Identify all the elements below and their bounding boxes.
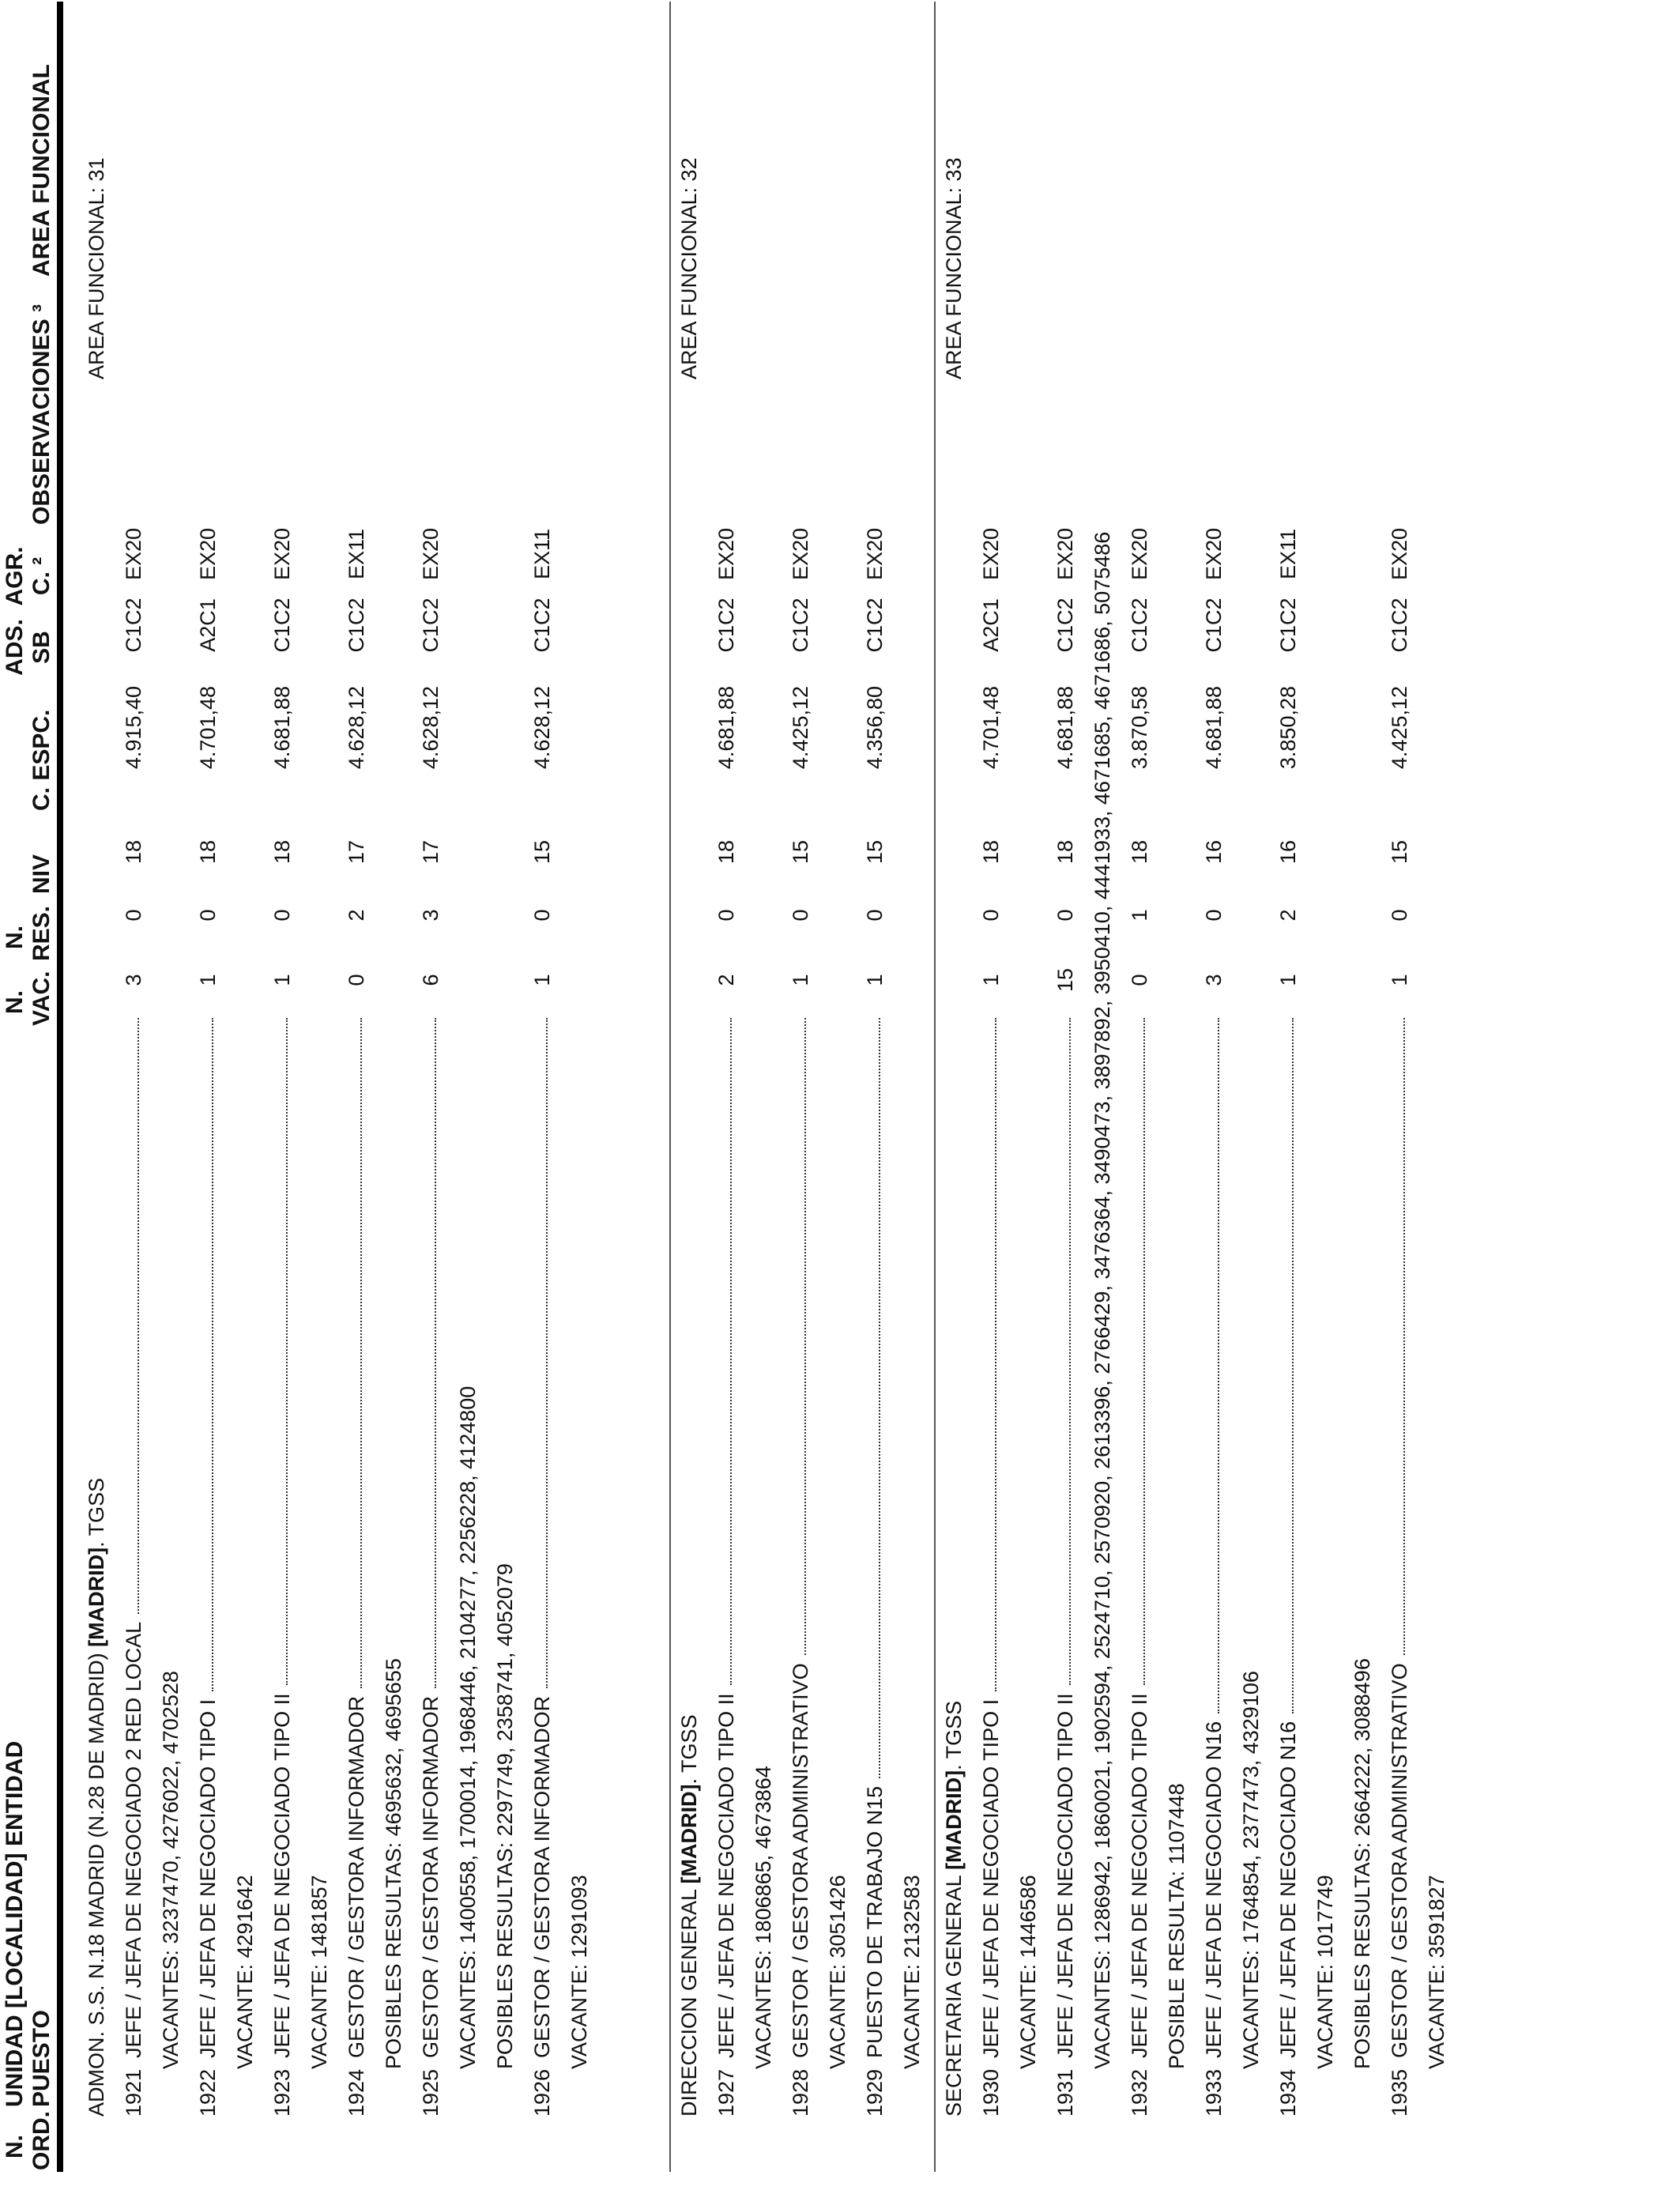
leader-dots [1292,1018,1294,1713]
header-niv: NIV [28,854,55,895]
leader-dots [804,1018,806,1655]
position-row [1198,6,1230,2172]
unit-entity: . TGSS [942,1700,966,1770]
row-order-number: 1924 [345,2068,368,2117]
row-order-number: 1934 [1276,2068,1300,2117]
row-n-vac: 15 [1053,967,1077,993]
leader-dots [286,1018,288,1685]
position-row [859,6,891,2172]
row-note: VACANTES: 1764854, 2377473, 4329106 [1239,1671,1263,2069]
row-n-vac: 1 [530,974,554,986]
row-note: VACANTE: 2132583 [900,1875,924,2069]
row-n-res: 0 [714,909,738,922]
leader-dots [435,1018,436,1688]
position-row [341,6,372,2172]
row-n-res: 3 [419,909,443,922]
row-agr-c: EX20 [1202,527,1226,581]
header-n-res: N. RES. [2,905,55,961]
row-n-res: 0 [196,909,220,922]
row-agr-c: EX20 [714,527,738,581]
row-niv: 16 [1202,839,1226,865]
row-note: VACANTES: 1286942, 1860021, 1902594, 2524710, 2570920, 2613396, 2766429, 3476364, 3490473, 3897892, 3950410, 4441933, 4671685, 4671686, 5075486 [1090,531,1114,2069]
row-order-number: 1921 [122,2068,145,2117]
row-n-vac: 1 [789,974,812,986]
position-row [526,6,558,2172]
row-agr-c: EX20 [789,527,812,581]
position-row [785,6,816,2172]
header-area-funcional: AREA FUNCIONAL [28,64,55,277]
row-niv: 15 [530,839,554,865]
row-n-res: 0 [1388,909,1411,922]
leader-dots [1069,1018,1071,1685]
header-agr-c: AGR. C. ² [2,546,55,606]
row-note: VACANTE: 1291093 [567,1875,591,2069]
row-ads-sb: C1C2 [419,598,443,653]
row-ads-sb: C1C2 [1388,598,1411,653]
row-n-res: 0 [122,909,145,922]
row-puesto: GESTOR / GESTORA ADMINISTRATIVO [1388,1663,1411,2058]
row-n-vac: 6 [419,974,443,986]
header-observaciones: OBSERVACIONES ³ [28,304,55,525]
row-agr-c: EX11 [530,528,554,580]
row-niv: 18 [714,839,738,865]
row-ads-sb: C1C2 [345,598,368,653]
row-note: POSIBLE RESULTA: 1107448 [1165,1783,1188,2069]
position-row [266,6,298,2172]
row-niv: 16 [1276,839,1300,865]
row-note: VACANTE: 3051426 [826,1875,849,2069]
row-order-number: 1922 [196,2068,220,2117]
row-niv: 18 [122,839,145,865]
unit-entity: . TGSS [85,1477,108,1547]
row-note: VACANTE: 1481857 [307,1875,331,2069]
row-n-vac: 3 [1202,974,1226,986]
header-c-espc: C. ESPC. [28,709,55,811]
unit-title [938,1701,970,2117]
row-c-espc: 4.681,88 [1202,686,1226,770]
row-note: VACANTE: 4291642 [233,1875,257,2069]
row-note: VACANTE: 1017749 [1313,1875,1337,2069]
row-n-vac: 0 [345,974,368,986]
row-agr-c: EX20 [196,527,220,581]
row-ads-sb: C1C2 [530,598,554,653]
row-c-espc: 3.850,28 [1276,686,1300,770]
unit-entity: . TGSS [677,1714,701,1785]
row-niv: 18 [270,839,294,865]
row-c-espc: 4.425,12 [789,686,812,770]
row-n-res: 0 [979,909,1003,922]
row-niv: 18 [1053,839,1077,865]
row-agr-c: EX20 [1053,527,1077,581]
unit-title [81,1478,112,2117]
row-n-res: 2 [1276,909,1300,922]
position-row [415,6,446,2172]
row-puesto: GESTOR / GESTORA ADMINISTRATIVO [789,1663,812,2058]
row-niv: 15 [1388,839,1411,865]
row-order-number: 1930 [979,2068,1003,2117]
row-order-number: 1923 [270,2068,294,2117]
row-ads-sb: C1C2 [1128,598,1151,653]
row-puesto: JEFE / JEFA DE NEGOCIADO TIPO II [1128,1693,1151,2058]
row-niv: 17 [345,839,368,865]
row-c-espc: 4.701,48 [196,686,220,770]
row-ads-sb: C1C2 [1276,598,1300,653]
row-puesto: JEFE / JEFA DE NEGOCIADO TIPO II [714,1693,738,2058]
row-n-vac: 1 [979,974,1003,986]
row-order-number: 1925 [419,2068,443,2117]
row-agr-c: EX11 [345,528,368,580]
row-order-number: 1926 [530,2068,554,2117]
leader-dots [360,1018,362,1688]
leader-dots [1218,1018,1219,1713]
row-note: VACANTES: 1400558, 1700014, 1968446, 2104277, 2256228, 4124800 [456,1385,480,2069]
header-n-vac: N. VAC. [2,971,55,1026]
row-ads-sb: C1C2 [270,598,294,653]
unit-location: [MADRID] [677,1784,701,1884]
leader-dots [995,1018,996,1691]
unit-name: DIRECCION GENERAL [677,1883,701,2117]
row-c-espc: 4.628,12 [419,686,443,770]
row-order-number: 1927 [714,2068,738,2117]
row-puesto: JEFE / JEFA DE NEGOCIADO 2 RED LOCAL [122,1621,145,2058]
row-puesto: JEFE / JEFA DE NEGOCIADO TIPO I [196,1698,220,2058]
position-row [710,6,742,2172]
unit-location: [MADRID] [85,1547,108,1647]
row-niv: 15 [863,839,887,865]
row-agr-c: EX20 [1388,527,1411,581]
row-c-espc: 4.628,12 [345,686,368,770]
row-ads-sb: A2C1 [196,598,220,652]
row-agr-c: EX20 [1128,527,1151,581]
header-n-ord: N. ORD. [2,2111,55,2170]
row-n-vac: 1 [270,974,294,986]
leader-dots [1403,1018,1405,1655]
row-note: VACANTE: 3591827 [1425,1875,1448,2069]
row-ads-sb: C1C2 [1202,598,1226,653]
row-ads-sb: C1C2 [122,598,145,653]
row-note: POSIBLES RESULTAS: 4695632, 4695655 [382,1658,405,2069]
row-puesto: GESTOR / GESTORA INFORMADOR [530,1695,554,2058]
row-c-espc: 3.870,58 [1128,686,1151,770]
row-agr-c: EX20 [122,527,145,581]
row-ads-sb: C1C2 [789,598,812,653]
row-note: POSIBLES RESULTAS: 2664222, 3088496 [1350,1658,1374,2069]
row-n-vac: 1 [863,974,887,986]
row-n-vac: 1 [1276,974,1300,986]
leader-dots [1143,1018,1145,1685]
row-agr-c: EX20 [270,527,294,581]
row-n-vac: 1 [196,974,220,986]
row-niv: 18 [979,839,1003,865]
row-agr-c: EX20 [419,527,443,581]
row-order-number: 1929 [863,2068,887,2117]
position-row [1384,6,1415,2172]
area-funcional-value: AREA FUNCIONAL: 31 [85,157,108,379]
row-ads-sb: A2C1 [979,598,1003,652]
row-puesto: JEFE / JEFA DE NEGOCIADO N16 [1276,1721,1300,2058]
unit-location: [MADRID] [942,1770,966,1870]
row-niv: 15 [789,839,812,865]
row-order-number: 1933 [1202,2068,1226,2117]
row-c-espc: 4.701,48 [979,686,1003,770]
leader-dots [730,1018,732,1685]
row-c-espc: 4.356,80 [863,686,887,770]
row-note: VACANTE: 1446586 [1016,1875,1040,2069]
position-row [118,6,149,2172]
row-puesto: GESTOR / GESTORA INFORMADOR [345,1695,368,2058]
position-row [1049,6,1081,2172]
row-c-espc: 4.628,12 [530,686,554,770]
leader-dots [212,1018,213,1691]
leader-dots [137,1018,139,1614]
row-n-res: 0 [1053,909,1077,922]
row-n-res: 0 [530,909,554,922]
row-n-res: 1 [1128,909,1151,922]
row-note: VACANTES: 3237470, 4276022, 4702528 [159,1671,183,2069]
row-niv: 18 [1128,839,1151,865]
row-n-res: 2 [345,909,368,922]
unit-title [673,1714,705,2117]
row-puesto: GESTOR / GESTORA INFORMADOR [419,1695,443,2058]
position-row [192,6,224,2172]
row-note: VACANTES: 1806865, 4673864 [751,1766,775,2069]
row-puesto: PUESTO DE TRABAJO N15 [863,1785,887,2058]
row-ads-sb: C1C2 [714,598,738,653]
row-c-espc: 4.681,88 [270,686,294,770]
row-niv: 17 [419,839,443,865]
row-order-number: 1928 [789,2068,812,2117]
row-order-number: 1931 [1053,2068,1077,2117]
position-row [975,6,1007,2172]
header-unidad-puesto: UNIDAD [LOCALIDAD] ENTIDAD PUESTO [2,1740,55,2107]
section-divider [934,2,936,2172]
leader-dots [546,1018,548,1688]
section-divider [669,2,671,2172]
position-row [1124,6,1155,2172]
unit-name: SECRETARIA GENERAL [942,1869,966,2117]
row-c-espc: 4.425,12 [1388,686,1411,770]
row-n-vac: 2 [714,974,738,986]
row-n-res: 0 [789,909,812,922]
leader-dots [879,1018,880,1778]
row-puesto: JEFE / JEFA DE NEGOCIADO TIPO II [1053,1693,1077,2058]
row-n-vac: 3 [122,974,145,986]
row-agr-c: EX11 [1276,528,1300,580]
row-note: POSIBLES RESULTAS: 2297749, 2358741, 4052079 [493,1563,517,2069]
row-n-vac: 1 [1388,974,1411,986]
row-niv: 18 [196,839,220,865]
row-puesto: JEFE / JEFA DE NEGOCIADO TIPO I [979,1698,1003,2058]
row-puesto: JEFE / JEFA DE NEGOCIADO TIPO II [270,1693,294,2058]
row-ads-sb: C1C2 [1053,598,1077,653]
header-ads-sb: ADS. SB [2,619,55,676]
row-order-number: 1932 [1128,2068,1151,2117]
header-rule [57,2,63,2172]
row-n-res: 0 [270,909,294,922]
row-c-espc: 4.915,40 [122,686,145,770]
position-row [1272,6,1304,2172]
row-n-res: 0 [863,909,887,922]
row-ads-sb: C1C2 [863,598,887,653]
row-n-res: 0 [1202,909,1226,922]
area-funcional-value: AREA FUNCIONAL: 32 [677,157,701,379]
row-agr-c: EX20 [863,527,887,581]
area-funcional-value: AREA FUNCIONAL: 33 [942,157,966,379]
unit-name: ADMON. S.S. N.18 MADRID (N.28 DE MADRID) [85,1646,108,2117]
row-c-espc: 4.681,88 [1053,686,1077,770]
row-order-number: 1935 [1388,2068,1411,2117]
row-puesto: JEFE / JEFA DE NEGOCIADO N16 [1202,1721,1226,2058]
row-n-vac: 0 [1128,974,1151,986]
row-agr-c: EX20 [979,527,1003,581]
row-c-espc: 4.681,88 [714,686,738,770]
